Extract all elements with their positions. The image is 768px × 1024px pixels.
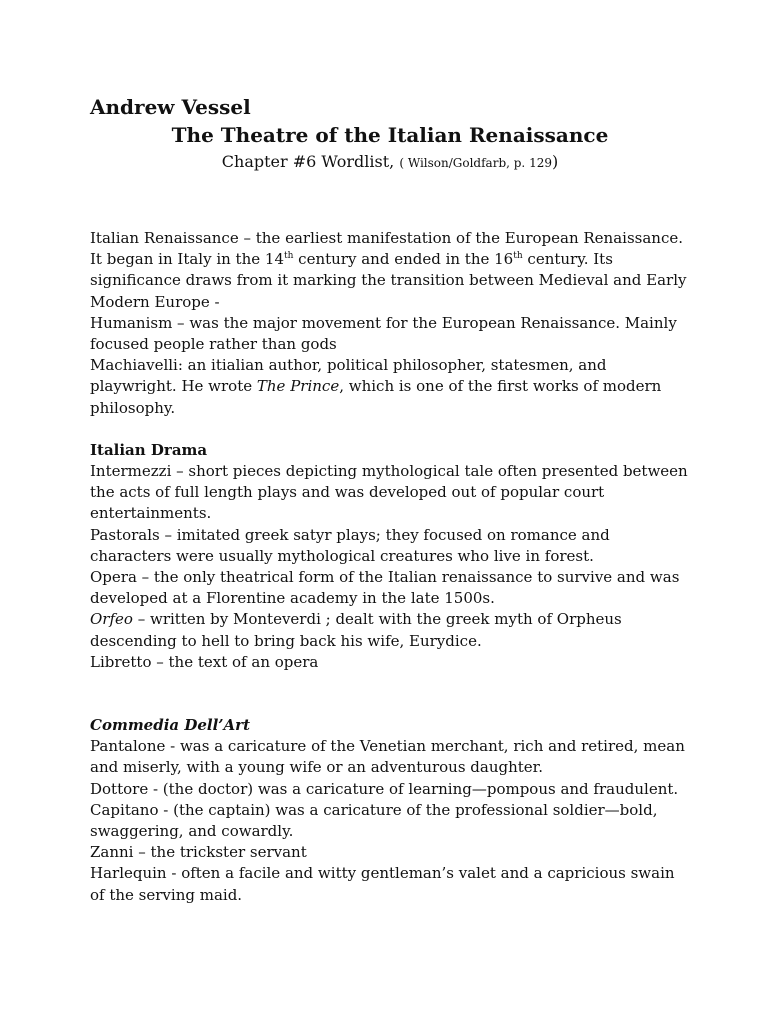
entry-harlequin: Harlequin - often a facile and witty gentleman’s valet and a capricious swain of the serving maid. xyxy=(90,864,675,904)
citation-open: ( xyxy=(399,156,408,170)
document-title: The Theatre of the Italian Renaissance xyxy=(171,123,609,147)
document-subtitle xyxy=(90,150,690,175)
entry-zanni: Zanni – the trickster servant xyxy=(90,843,307,862)
document-content xyxy=(90,94,690,906)
entry-opera: Opera – the only theatrical form of the Italian renaissance to survive and was developed at a Florentine academy in the late 1500s. xyxy=(90,568,680,608)
entry-text: Italian Renaissance – the earliest manifestation of the European Renaissance. It began in Italy in the 14 xyxy=(90,229,684,269)
superscript: th xyxy=(513,251,523,262)
entry-humanism: Humanism – was the major movement for the European Renaissance. Mainly focused people rather than gods xyxy=(90,313,677,354)
entry-text: – written by Monteverdi ; dealt with the greek myth of Orpheus descending to hell to bring back his wife, Eurydice. xyxy=(90,610,622,650)
citation-text: Wilson/Goldfarb, p. 129 xyxy=(407,156,552,170)
subtitle-text: Chapter #6 Wordlist, xyxy=(221,152,400,171)
entry-dottore: Dottore - (the doctor) was a caricature of learning—pompous and fraudulent. xyxy=(90,779,679,798)
entry-text: Machiavelli: an itialian author, political philosopher, statesmen, and playwright. He wrote xyxy=(90,356,607,396)
spacer xyxy=(90,419,690,440)
entry-libretto: Libretto – the text of an opera xyxy=(90,652,319,671)
spacer xyxy=(90,694,690,715)
entry-pastorals: Pastorals – imitated greek satyr plays; they focused on romance and characters were usually mythological creatures who live in forest. xyxy=(90,525,610,565)
entry-text: century and ended in the 16 xyxy=(293,250,514,269)
document-body xyxy=(90,228,690,906)
entry-intermezzi: Intermezzi – short pieces depicting mythological tale often presented between the acts of full length plays and was developed out of popular court entertainments. xyxy=(90,462,688,523)
entry-text: , which is one of the first works of modern philosophy. xyxy=(90,377,662,417)
spacer xyxy=(90,673,690,694)
citation-close: ) xyxy=(551,152,559,171)
entry-pantalone: Pantalone - was a caricature of the Venetian merchant, rich and retired, mean and miserly, with a young wife or an adventurous daughter. xyxy=(90,737,685,777)
entry-machiavelli xyxy=(90,355,690,419)
superscript: th xyxy=(283,251,294,262)
entry-orfeo xyxy=(90,609,690,651)
entry-text: century. Its significance draws from it marking the transition between Medieval and Early Modern Europe - xyxy=(90,250,687,311)
work-title: The Prince xyxy=(256,377,340,396)
entry-capitano: Capitano - (the captain) was a caricature of the professional soldier—bold, swaggering, and cowardly. xyxy=(90,800,658,841)
work-title: Orfeo xyxy=(90,610,133,629)
author-name: Andrew Vessel xyxy=(90,95,251,119)
section-heading-italian-drama: Italian Drama xyxy=(90,440,208,459)
entry-italian-renaissance xyxy=(90,228,690,313)
section-heading-commedia: Commedia Dell’Art xyxy=(90,716,250,735)
